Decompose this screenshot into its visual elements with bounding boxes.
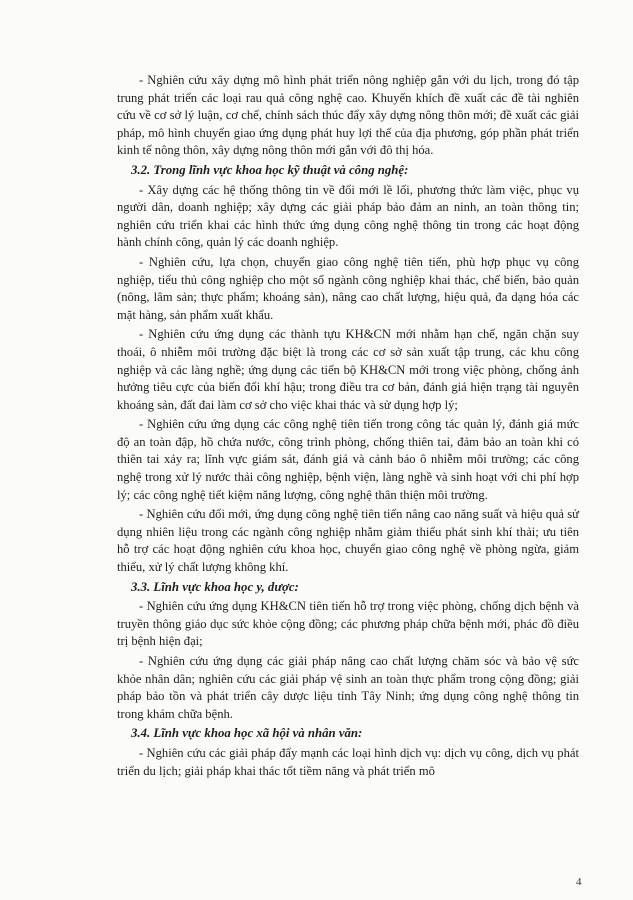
paragraph-environment: - Nghiên cứu ứng dụng các thành tựu KH&CN mới nhằm hạn chế, ngăn chặn suy thoái, ô nhiễm môi trường đặc biệt là trong các cơ sở sản xuất tập trung, các khu công nghiệp và các làng nghề; ứng dụng các tiến bộ KH&CN mới trong việc phòng, chống ảnh hưởng tiêu cực của biến đổi khí hậu; trong điều tra cơ bản, đánh giá hiện trạng tài nguyên khoáng sản, đất đai làm cơ sở cho việc khai thác và sử dụng hợp lý; (117, 327, 579, 412)
heading-3-2-tech: 3.2. Trong lĩnh vực khoa học kỹ thuật và công nghệ: (131, 162, 409, 177)
paragraph-info-systems: - Xây dựng các hệ thống thông tin về đổi mới lề lối, phương thức làm việc, phục vụ người dân, doanh nghiệp; xây dựng các giải pháp bảo đảm an ninh, an toàn thông tin; nghiên cứu triển khai các hình thức ứng dụng công nghệ thông tin trong các hoạt động hành chính công, quản lý các doanh nghiệp. (117, 182, 579, 250)
paragraph-emissions: - Nghiên cứu đổi mới, ứng dụng công nghệ tiên tiến nâng cao năng suất và hiệu quả sử dụng nhiên liệu trong các ngành công nghiệp nhằm giảm thiểu phát sinh khí thải; ưu tiên hỗ trợ các hoạt động nghiên cứu khoa học, chuyển giao công nghệ về phòng ngừa, giảm thiểu, xử lý chất lượng không khí. (117, 507, 579, 575)
paragraph-health-care: - Nghiên cứu ứng dụng các giải pháp nâng cao chất lượng chăm sóc và bảo vệ sức khỏe nhân dân; nghiên cứu các giải pháp vệ sinh an toàn thực phẩm trong cộng đồng; giải pháp bảo tồn và phát triển cây dược liệu tỉnh Tây Ninh; ứng dụng công nghệ thông tin trong khám chữa bệnh. (117, 654, 579, 721)
heading-3-4-social: 3.4. Lĩnh vực khoa học xã hội và nhân văn: (131, 726, 363, 741)
paragraph-tech-transfer: - Nghiên cứu, lựa chọn, chuyển giao công nghệ tiên tiến, phù hợp phục vụ công nghiệp, tiểu thủ công nghiệp cho một số ngành công nghiệp khai thác, chế biến, bảo quản (nông, lâm sản; thực phẩm; khoáng sản), nâng cao chất lượng, hiệu quả, đa dạng hóa các mặt hàng, sản phẩm xuất khẩu. (117, 254, 579, 322)
page-number: 4 (576, 876, 582, 888)
paragraph-disease-prevention: - Nghiên cứu ứng dụng KH&CN tiên tiến hỗ trợ trong việc phòng, chống dịch bệnh và truyền thông giáo dục sức khỏe cộng đồng; các phương pháp chữa bệnh mới, phác đồ điều trị bệnh hiện đại; (117, 599, 579, 649)
paragraph-services: - Nghiên cứu các giải pháp đẩy mạnh các loại hình dịch vụ: dịch vụ công, dịch vụ phát triển du lịch; giải pháp khai thác tốt tiềm năng và phát triển mô (117, 745, 579, 778)
paragraph-dam-safety: - Nghiên cứu ứng dụng các công nghệ tiên tiến trong công tác quản lý, đánh giá mức độ an toàn đập, hồ chứa nước, công trình phòng, chống thiên tai, đảm bảo an toàn khi có thiên tai xảy ra; lĩnh vực giám sát, đánh giá và cảnh báo ô nhiễm môi trường; các công nghệ trong xử lý nước thải công nghiệp, bệnh viện, làng nghề và sinh hoạt với chi phí hợp lý; các công nghệ tiết kiệm năng lượng, công nghệ thân thiện môi trường. (117, 417, 579, 502)
document-body (117, 72, 579, 782)
paragraph-agri-tourism: - Nghiên cứu xây dựng mô hình phát triển nông nghiệp gắn với du lịch, trong đó tập trung phát triển các loại rau quả công nghệ cao. Khuyến khích đề xuất các đề tài nghiên cứu về cơ sở lý luận, cơ chế, chính sách thúc đẩy xây dựng nông thôn mới; đề xuất các giải pháp, mô hình chuyển giao ứng dụng phát huy lợi thế của địa phương, góp phần phát triển kinh tế nông thôn, xây dựng nông thôn mới gắn với đô thị hóa. (117, 73, 579, 158)
heading-3-3-medicine: 3.3. Lĩnh vực khoa học y, dược: (131, 579, 299, 594)
